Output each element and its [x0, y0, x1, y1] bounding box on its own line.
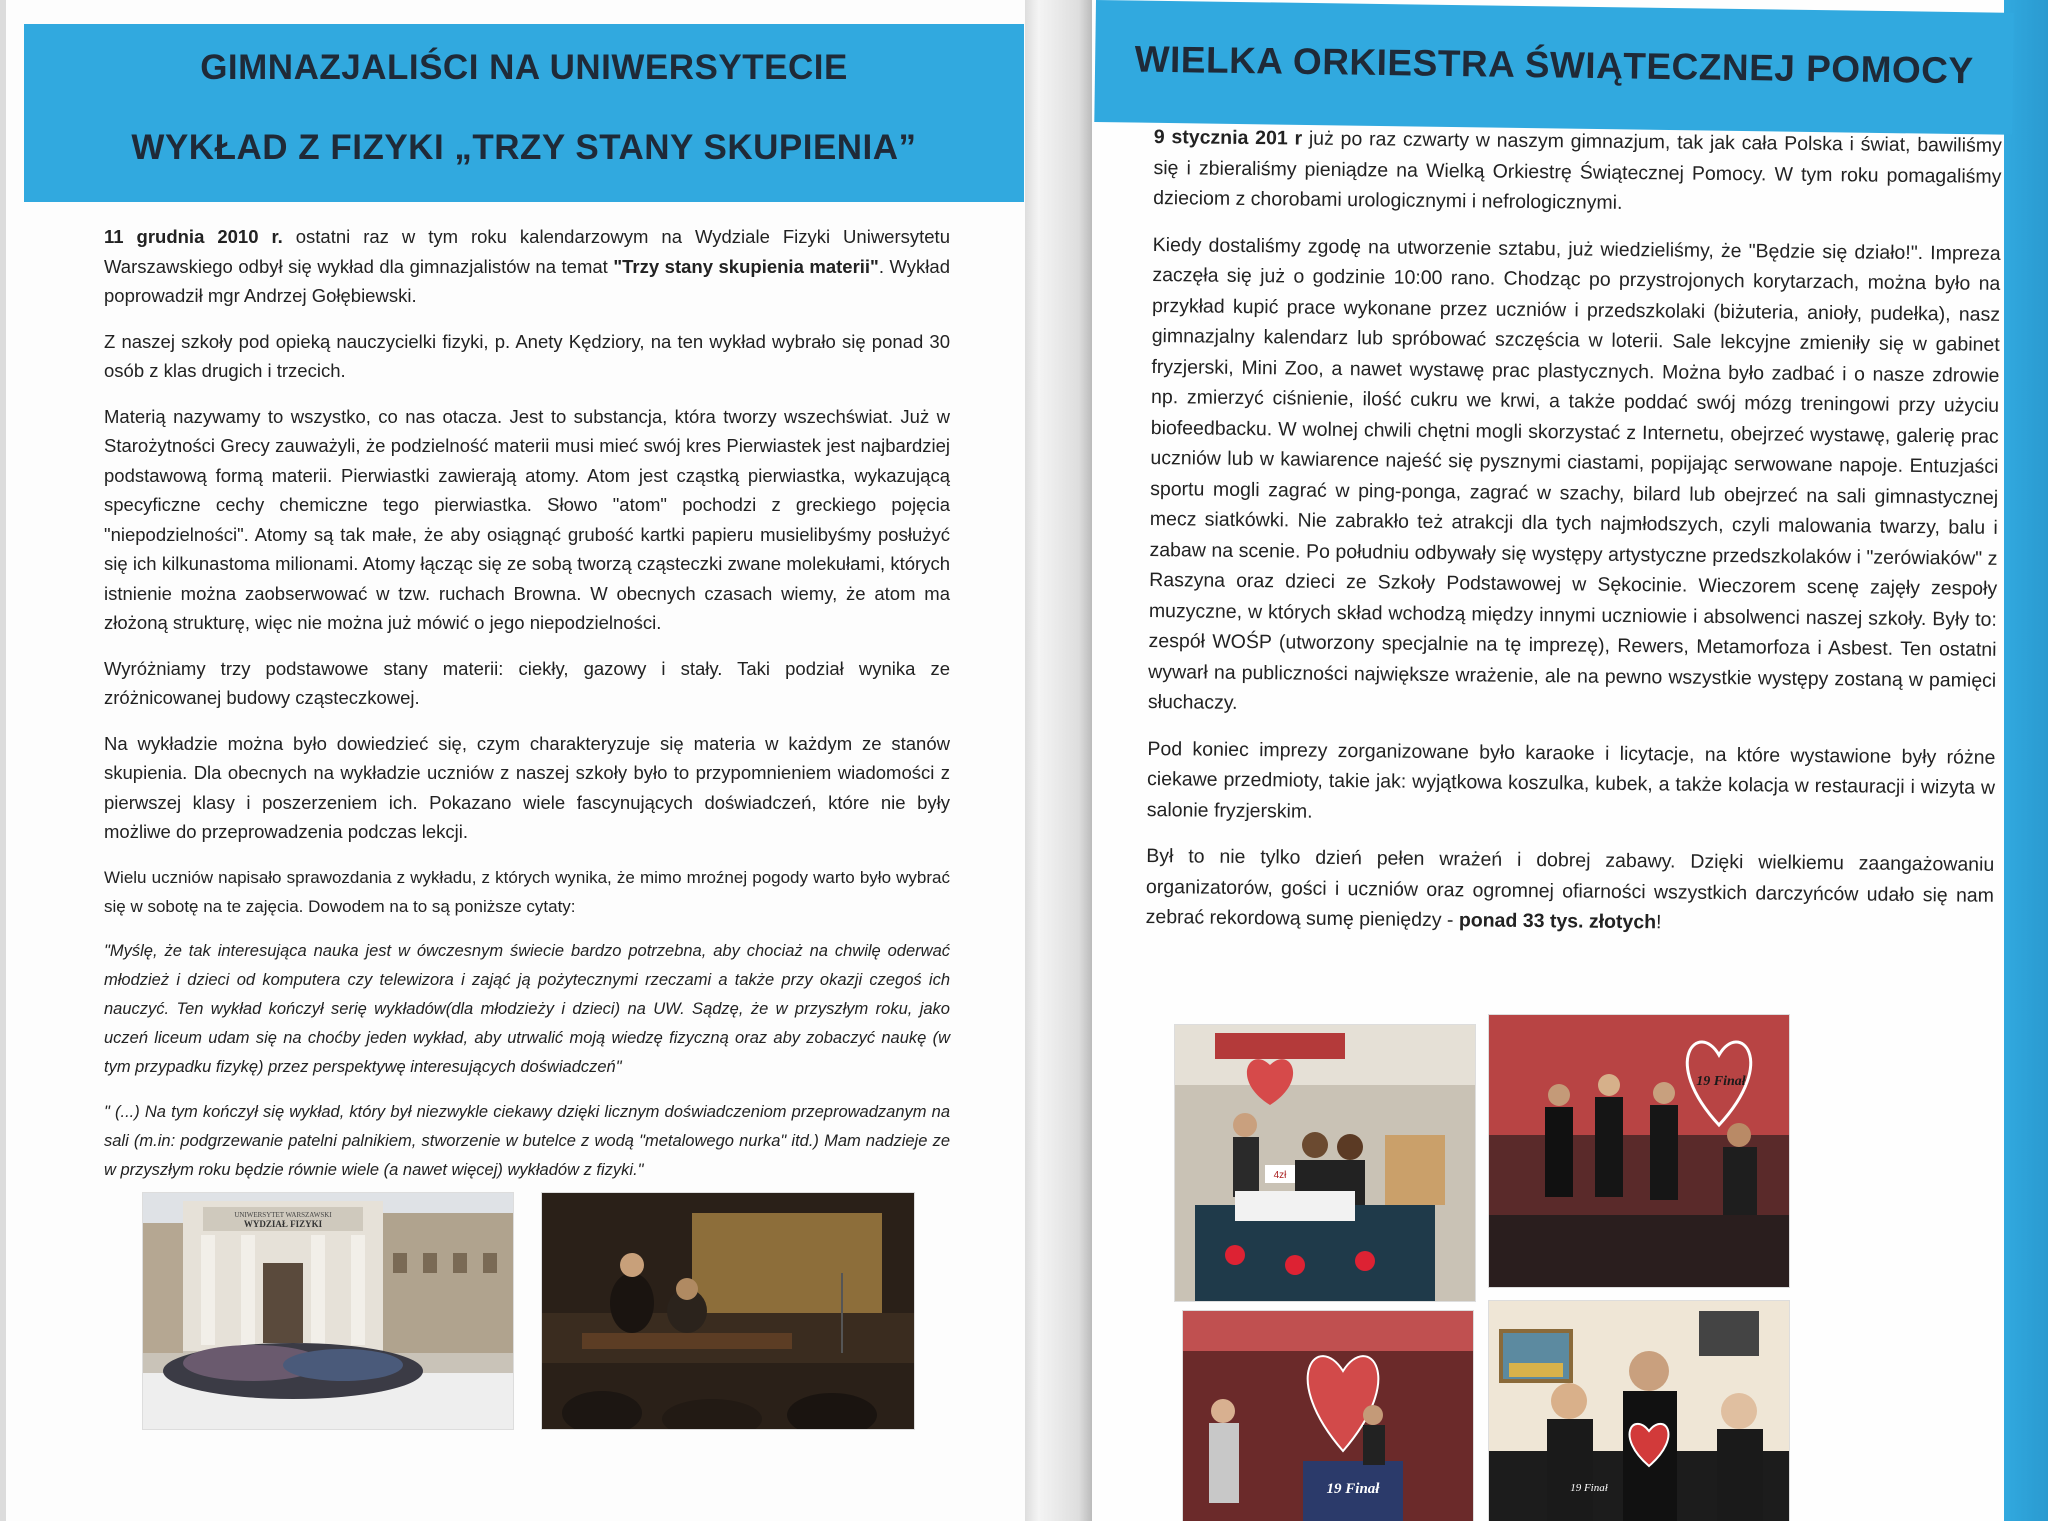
left-quote-2: " (...) Na tym kończył się wykład, który był niezwykle ciekawy dzięki licznym doświadczeniom przeprowadzanym na sali (m.in: podgrzewanie patelni palnikiem, stworzenie w butelce z wodą "metalowego nurka" itd.) Mam nadzieje ze w przyszłym roku będzie równie wiele (a nawet więcej) wykładów z fizyki." [104, 1102, 950, 1179]
photo-sign-main: WYDZIAŁ FIZYKI [243, 1219, 323, 1229]
page-gutter [1025, 0, 1092, 1521]
left-lecture-topic: "Trzy stany skupienia materii" [613, 255, 879, 277]
left-quote-1: "Myślę, że tak interesująca nauka jest w ówczesnym świecie bardzo potrzebna, aby chociaż na chwilę oderwać młodzież i dzieci od komputera czy telewizora i zająć ją pożytecznymi rzeczami a także przy okazji czegoś ich nauczyć. Ten wykład kończył serię wykładów(dla młodzieży i dzieci) na UW. Sądzę, że w przyszłym roku, jako uczeń liceum udam się na choćby jeden wykład, aby utrwalić moją wiedzę fizyczną oraz aby zobaczyć naukę (w tym przypadku fizykę) przez perspektywę interesujących doświadczeń" [104, 941, 950, 1076]
left-title-line2: WYKŁAD Z FIZYKI „TRZY STANY SKUPIENIA” [131, 128, 917, 167]
photo-final-label-stage: 19 Finał [1326, 1481, 1380, 1497]
photo-stage-children [1182, 1310, 1474, 1521]
photo-band-performance [1488, 1014, 1790, 1288]
photo-organizers [1488, 1300, 1790, 1521]
left-paragraph-4: Wyróżniamy trzy podstawowe stany materii: ciekły, gazowy i stały. Taki podział wynika ze zróżnicowanej budowy cząsteczkowej. [104, 657, 950, 708]
right-article-body [1145, 122, 2002, 957]
right-p4-text: Był to nie tylko dzień pełen wrażeń i dobrej zabawy. Dzięki wielkiemu zaangażowaniu organizatorów, gości i uczniów oraz ogromnej ofiarności wszystkich darczyńców udało się nam zebrać rekordową sumę pieniędzy - [1145, 844, 1995, 932]
photo-final-label-band: 19 Finał [1696, 1074, 1746, 1089]
photo-university-building [142, 1192, 514, 1430]
right-page-blue-edge [2004, 0, 2048, 1521]
right-total-amount: ponad 33 tys. złotych [1458, 909, 1657, 934]
left-paragraph-5: Na wykładzie można było dowiedzieć się, czym charakteryzuje się materia w każdym ze stanów skupienia. Dla obecnych na wykładzie uczniów z naszej szkoły było to przypomnieniem wiadomości z pierwszej klasy i poszerzeniem ich. Pokazano wiele fascynujących doświadczeń, które nie były możliwe do przeprowadzenia podczas lekcji. [104, 732, 950, 842]
photo-price-tag: 4zł [1273, 1170, 1287, 1181]
left-date: 11 grudnia 2010 r. [104, 226, 283, 247]
right-page [1092, 0, 2048, 1521]
left-paragraph-1 [104, 222, 950, 311]
right-paragraph-4 [1146, 841, 1995, 941]
left-p1-text-a: ostatni raz w tym roku kalendarzowym na Wydziale Fizyki Uniwersytetu Warszawskiego odbył się wykład dla gimnazjalistów na temat [104, 226, 950, 277]
photo-sign-top: UNIWERSYTET WARSZAWSKI [234, 1211, 332, 1219]
left-paragraph-3: Materią nazywamy to wszystko, co nas otacza. Jest to substancja, która tworzy wszechświat. Już w Starożytności Grecy zauważyli, że podzielność materii musi mieć swój kres Pierwiastek jest najbardziej podstawową formą materii. Pierwiastki zawierają atomy. Atom jest cząstką pierwiastka, wykazującą specyficzne cechy chemiczne tego pierwiastka. Słowo "atom" pochodzi z greckiego pojęcia "niepodzielności". Atomy są tak małe, że aby osiągnąć grubość kartki papieru musielibyśmy posłużyć się ich kilkunastoma milionami. Atomy łącząc się ze sobą tworzą cząsteczki zwane molekułami, których istnienie można zaobserwować w tzw. ruchach Browna. W obecnych czasach wiemy, że atom ma złożoną strukturę, więc nie można już mówić o jego niepodzielności. [104, 405, 950, 633]
right-paragraph-3: Pod koniec imprezy zorganizowane było karaoke i licytacje, na które wystawione były różne ciekawe przedmioty, takie jak: wyjątkowa koszulka, kubek, a także kolacja w restauracji i wizyta w salonie fryzjerskim. [1146, 737, 1996, 823]
right-p4-end: ! [1655, 911, 1662, 934]
left-p1-text-b: . Wykład poprowadził mgr Andrzej Gołębiewski. [104, 255, 950, 306]
right-paragraph-1 [1153, 122, 2002, 222]
right-paragraph-2: Kiedy dostaliśmy zgodę na utworzenie sztabu, już wiedzieliśmy, że "Będzie się działo!". Impreza zaczęła się już o godzinie 10:00 rano. Chodząc po przystrojonych korytarzach, można było na przykład kupić prace wykonane przez uczniów i przedszkolaki (biżuteria, anioły, pudełka), nasz gimnazjalny kalendarz lub spróbować szczęścia w loterii. Sale lekcyjne zmieniły się w gabinet fryzjerski, Mini Zoo, a nawet wystawę prac plastycznych. Można było zadbać i o nasze zdrowie np. zmierzyć ciśnienie, ilość cukru we krwi, a także poddać swój mózg treningowi przy użyciu biofeedbacku. W wolnej chwili chętni mogli skorzystać z Internetu, obejrzeć wystawę, galerię prac uczniów lub w kawiarence najeść się pysznymi ciastami, popijając serwowane napoje. Entuzjaści sportu mogli zagrać w ping-ponga, zagrać w szachy, bilard lub obejrzeć na sali gimnastycznej mecz siatkówki. Nie zabrakło też atrakcji dla tych najmłodszych, czyli malowania twarzy, balu i zabaw na scenie. Po południu odbywały się występy artystyczne przedszkolaków i "zerówiaków" z Raszyna oraz dzieci ze Szkoły Podstawowej w Sękocinie. Wieczorem scenę zajęły zespoły muzyczne, w których skład wchodzą między innymi uczniowie i absolwenci naszej szkoły. Były to: zespół WOŚP (utworzony specjalnie na tę imprezę), Rewers, Metamorfoza i Asbest. Ten ostatni wywarł na publiczności największe wrażenie, ale na pewno wszystkie występy zostaną w pamięci słuchaczy. [1147, 233, 2001, 714]
right-date: 9 stycznia 201 r [1153, 125, 1303, 150]
left-article-body [104, 222, 950, 1201]
left-title-banner [24, 24, 1024, 202]
photo-final-label-tshirt: 19 Finał [1570, 1482, 1608, 1494]
photo-lecture-hall [541, 1192, 915, 1430]
left-title-line1: GIMNAZJALIŚCI NA UNIWERSYTECIE [200, 48, 848, 87]
left-page-edge [0, 0, 6, 1521]
left-paragraph-2: Z naszej szkoły pod opieką nauczycielki fizyki, p. Anety Kędziory, na ten wykład wybrało się ponad 30 osób z klas drugich i trzecich. [104, 330, 950, 381]
photo-charity-stand [1174, 1024, 1476, 1302]
right-p1-text: już po raz czwarty w naszym gimnazjum, tak jak cała Polska i świat, bawiliśmy się i zbieraliśmy pieniądze na Wielką Orkiestrę Świątecznej Pomocy. W tym roku pomagaliśmy dzieciom z chorobami urologicznymi i nefrologicznymi. [1153, 127, 2002, 214]
left-paragraph-6: Wielu uczniów napisało sprawozdania z wykładu, z których wynika, że mimo mroźnej pogody warto było wybrać się w sobotę na te zajęcia. Dowodem na to są poniższe cytaty: [104, 867, 950, 916]
right-title-banner [1094, 0, 2014, 135]
right-title: WIELKA ORKIESTRA ŚWIĄTECZNEJ POMOCY [1134, 38, 1974, 92]
